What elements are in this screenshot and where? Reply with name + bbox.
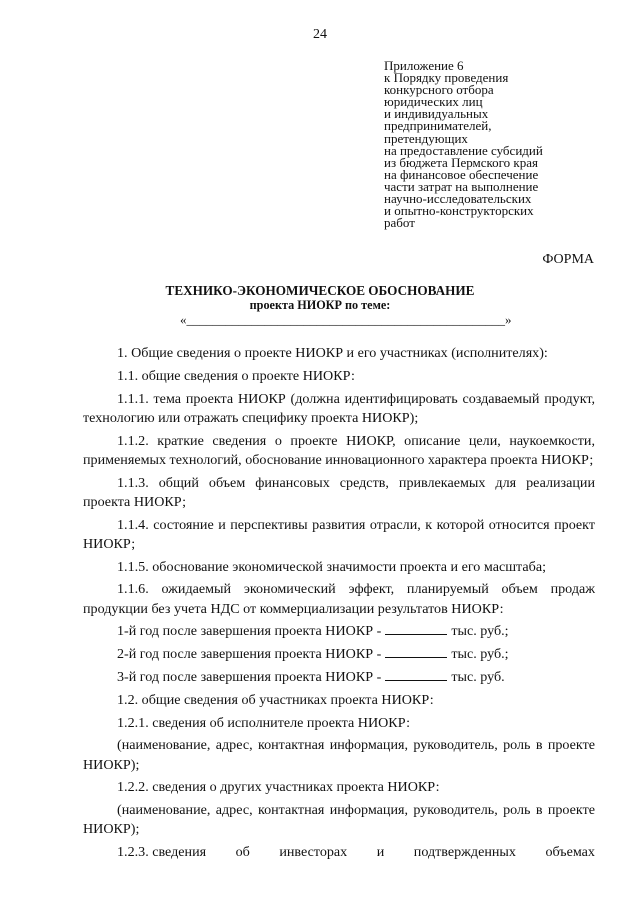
appendix-line: к Порядку проведения (384, 70, 509, 86)
paragraph: 1.1.4. состояние и перспективы развития отрасли, к которой относится проект НИОКР; (83, 516, 595, 552)
form-label: ФОРМА (542, 252, 594, 267)
blank-field (385, 622, 447, 635)
year-row (83, 645, 595, 664)
year-row-label: 1-й год после завершения проекта НИОКР - (117, 623, 382, 640)
paragraph: 1.1.2. краткие сведения о проекте НИОКР, описание цели, наукоемкости, применяемых технологий, обоснование инновационного характера проекта НИОКР; (83, 432, 595, 468)
year-row-unit: тыс. руб. (451, 668, 505, 685)
appendix-line: на предоставление субсидий (384, 142, 543, 158)
paragraph: 1.2.2. сведения о других участниках проекта НИОКР: (117, 779, 440, 796)
last-line-word: 1.2.3. сведения (117, 844, 207, 861)
document-title: ТЕХНИКО-ЭКОНОМИЧЕСКОЕ ОБОСНОВАНИЕ (165, 283, 475, 298)
paragraph: 1.1.6. ожидаемый экономический эффект, планируемый объем продаж продукции без учета НДС от коммерциализации результатов НИОКР: (83, 581, 595, 617)
appendix-line: предпринимателей, (384, 118, 492, 134)
year-row-unit: тыс. руб.; (451, 646, 509, 663)
appendix-line: Приложение 6 (384, 58, 464, 73)
year-row-label: 2-й год после завершения проекта НИОКР - (117, 646, 382, 663)
appendix-line: и индивидуальных (384, 106, 489, 122)
paragraph: 1.1.5. обоснование экономической значимости проекта и его масштаба; (117, 558, 546, 575)
document-subtitle: проекта НИОКР по теме: (249, 298, 391, 312)
blank-field (385, 668, 447, 681)
document-body (83, 344, 595, 862)
paragraph: 1.1. общие сведения о проекте НИОКР: (117, 367, 355, 384)
last-line-word: об (235, 844, 250, 861)
page-number: 24 (313, 27, 327, 42)
last-line-word: объемах (545, 844, 595, 861)
paragraph: (наименование, адрес, контактная информация, руководитель, роль в проекте НИОКР); (83, 737, 595, 773)
paragraph: (наименование, адрес, контактная информация, руководитель, роль в проекте НИОКР); (83, 802, 595, 838)
appendix-line: юридических лиц (384, 94, 483, 110)
appendix-line: научно-исследовательских (384, 191, 532, 207)
last-line (83, 843, 595, 862)
appendix-line: работ (384, 215, 415, 231)
year-row-unit: тыс. руб.; (451, 623, 509, 640)
last-line-word: инвесторах (279, 844, 348, 861)
paragraph: 1. Общие сведения о проекте НИОКР и его участниках (исполнителях): (117, 345, 548, 361)
blank-field (385, 645, 447, 658)
paragraph: 1.2.1. сведения об исполнителе проекта НИОКР: (117, 714, 410, 731)
appendix-line: и опытно-конструкторских (384, 203, 534, 219)
paragraph: 1.1.1. тема проекта НИОКР (должна идентифицировать создаваемый продукт, технологию или отражать специфику проекта НИОКР); (83, 390, 595, 426)
appendix-line: конкурсного отбора (384, 82, 494, 98)
year-row-label: 3-й год после завершения проекта НИОКР - (117, 668, 382, 685)
paragraph: 1.1.3. общий объем финансовых средств, привлекаемых для реализации проекта НИОКР; (83, 474, 595, 510)
appendix-line: на финансовое обеспечение (384, 166, 539, 182)
year-row (83, 622, 595, 641)
last-line-word: подтвержденных (413, 844, 516, 861)
year-row (83, 668, 595, 687)
topic-blank-line: «_________________________________________________» (180, 312, 512, 327)
appendix-block (384, 60, 614, 229)
paragraph: 1.2. общие сведения об участниках проекта НИОКР: (117, 691, 434, 708)
appendix-line: части затрат на выполнение (384, 178, 539, 194)
appendix-line: из бюджета Пермского края (384, 154, 539, 170)
last-line-word: и (376, 844, 385, 861)
appendix-line: претендующих (384, 130, 468, 146)
